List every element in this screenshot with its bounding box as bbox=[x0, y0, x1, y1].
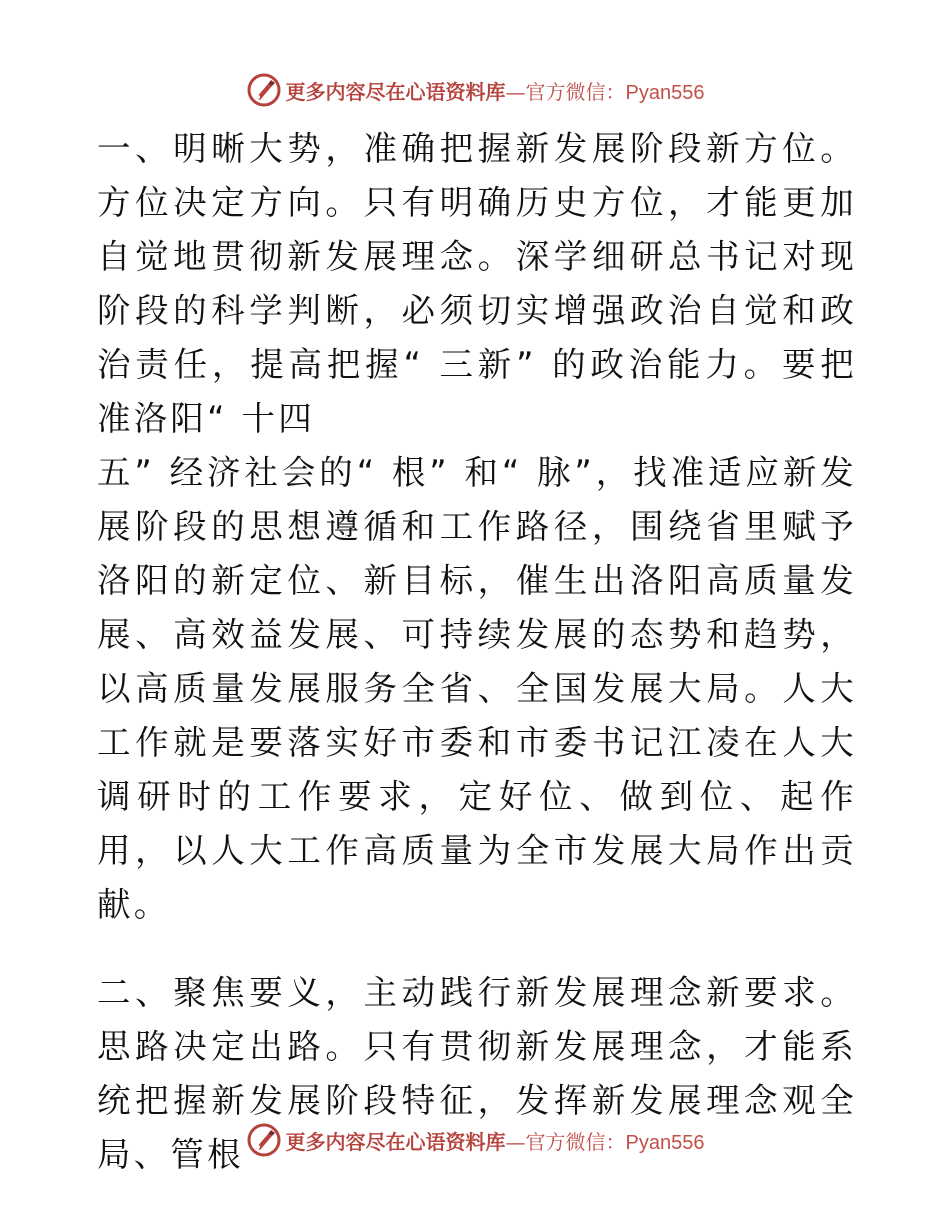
line: 发展阶段的思想遵循和工作路径，围绕省里赋予洛 bbox=[97, 453, 857, 600]
line: 判断，必须切实增强政治自觉和政治责任，提高把 bbox=[97, 291, 858, 384]
pen-circle-logo-icon bbox=[246, 72, 282, 108]
pen-circle-logo-icon bbox=[246, 1122, 282, 1158]
line: 握“ 三新” 的政治能力。要把准洛阳“ 十四 bbox=[97, 345, 857, 438]
footer-banner-text bbox=[286, 1126, 705, 1155]
line: 位决定方向。只有明确历史方位，才能更加自觉地 bbox=[97, 183, 857, 276]
line: 好市委和市委书记江凌在人大调研时的工作要求， bbox=[97, 723, 857, 816]
line: 展服务全省、全国发展大局。人大工作就是要落实 bbox=[97, 669, 858, 762]
line: 阳的新定位、新目标，催生出洛阳高质量发展、高 bbox=[97, 561, 857, 654]
header-separator: — bbox=[505, 79, 526, 104]
line: 一、明晰大势，准确把握新发展阶段新方位。方 bbox=[97, 129, 857, 222]
header-banner bbox=[0, 70, 950, 110]
header-wechat-label: 官方微信： bbox=[525, 79, 626, 104]
line: 二、聚焦要义，主动践行新发展理念新要求。思 bbox=[97, 973, 857, 1066]
line: 新发展阶段特征，发挥新发展理念观全局、管根 bbox=[97, 1081, 857, 1174]
footer-account: Pyan556 bbox=[625, 1131, 705, 1154]
header-brand: 更多内容尽在心语资料库 bbox=[285, 79, 506, 104]
line: 效益发展、可持续发展的态势和趋势，以高质量发 bbox=[97, 615, 857, 708]
line: 五” 经济社会的“ 根” 和“ 脉”，找准适应新 bbox=[97, 453, 821, 492]
document-body bbox=[97, 122, 857, 1182]
paragraph-1 bbox=[97, 122, 857, 932]
header-account: Pyan556 bbox=[625, 81, 705, 104]
footer-banner bbox=[0, 1120, 950, 1160]
line: 市发展大局作出贡献。 bbox=[97, 831, 857, 924]
header-banner-text bbox=[286, 76, 705, 105]
footer-brand: 更多内容尽在心语资料库 bbox=[285, 1129, 506, 1154]
footer-wechat-label: 官方微信： bbox=[525, 1129, 626, 1154]
line: 定好位、做到位、起作用，以人大工作高质量为全 bbox=[97, 777, 857, 870]
line: 路决定出路。只有贯彻新发展理念，才能系统把握 bbox=[97, 1027, 857, 1120]
footer-separator: — bbox=[505, 1129, 526, 1154]
line: 贯彻新发展理念。深学细研总书记对现阶段的科学 bbox=[97, 237, 857, 330]
